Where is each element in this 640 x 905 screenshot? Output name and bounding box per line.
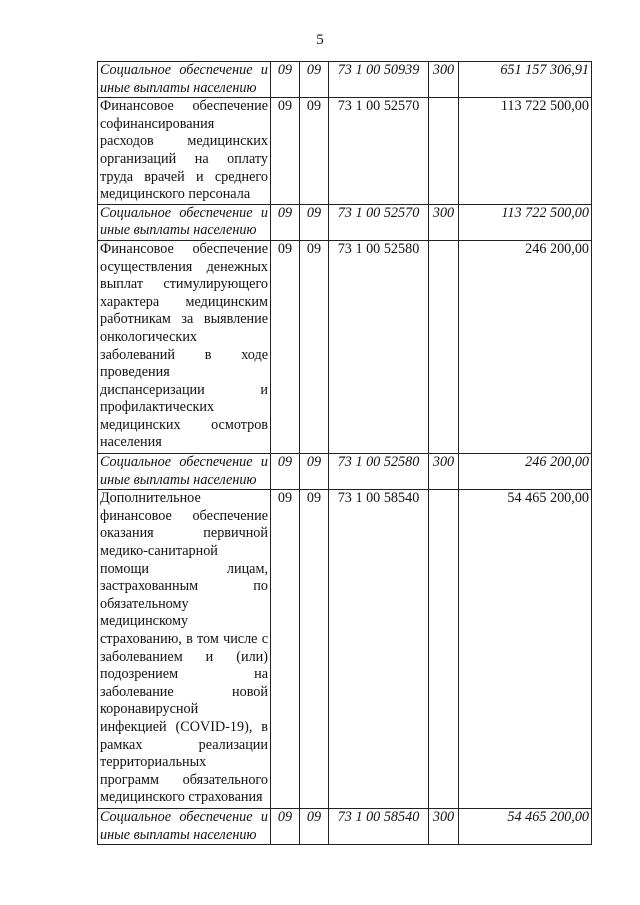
row-name: Социальное обеспечение и иные выплаты населению (98, 808, 271, 844)
page-number: 5 (316, 32, 324, 48)
expense-type-code: 300 (429, 808, 459, 844)
table-row (98, 240, 592, 453)
amount: 246 200,00 (459, 454, 592, 490)
target-article-code: 73 1 00 58540 (329, 490, 429, 809)
table-row (98, 204, 592, 240)
subsection-code: 09 (300, 98, 329, 205)
row-name: Финансовое обеспечение софинансирования расходов медицинских организаций на оплату труда врачей и среднего медицинского персонала (98, 98, 271, 205)
amount: 54 465 200,00 (459, 808, 592, 844)
amount: 54 465 200,00 (459, 490, 592, 809)
amount: 113 722 500,00 (459, 204, 592, 240)
subsection-code: 09 (300, 62, 329, 98)
subsection-code: 09 (300, 490, 329, 809)
row-name: Социальное обеспечение и иные выплаты населению (98, 204, 271, 240)
expense-type-code: 300 (429, 454, 459, 490)
target-article-code: 73 1 00 52580 (329, 240, 429, 453)
target-article-code: 73 1 00 52570 (329, 204, 429, 240)
subsection-code: 09 (300, 454, 329, 490)
row-name: Финансовое обеспечение осуществления денежных выплат стимулирующего характера медицинским работникам за выявление онкологических заболеваний в ходе проведения диспансеризации и профилактических медицинских осмотров населения (98, 240, 271, 453)
section-code: 09 (271, 808, 300, 844)
target-article-code: 73 1 00 50939 (329, 62, 429, 98)
subsection-code: 09 (300, 240, 329, 453)
subsection-code: 09 (300, 808, 329, 844)
row-name: Дополнительное финансовое обеспечение оказания первичной медико-санитарной помощи лицам, застрахованным по обязательному медицинскому страхованию, в том числе с заболеванием и (или) подозрением на заболевание новой коронавирусной инфекцией (COVID-19), в рамках реализации территориальных программ обязательного медицинского страхования (98, 490, 271, 809)
table-row (98, 490, 592, 809)
target-article-code: 73 1 00 58540 (329, 808, 429, 844)
target-article-code: 73 1 00 52580 (329, 454, 429, 490)
section-code: 09 (271, 454, 300, 490)
amount: 113 722 500,00 (459, 98, 592, 205)
section-code: 09 (271, 62, 300, 98)
expense-type-code: 300 (429, 62, 459, 98)
amount: 651 157 306,91 (459, 62, 592, 98)
expense-type-code: 300 (429, 204, 459, 240)
table-row (98, 62, 592, 98)
section-code: 09 (271, 204, 300, 240)
section-code: 09 (271, 240, 300, 453)
table-row (98, 808, 592, 844)
budget-table (97, 61, 592, 845)
expense-type-code (429, 240, 459, 453)
row-name: Социальное обеспечение и иные выплаты населению (98, 454, 271, 490)
subsection-code: 09 (300, 204, 329, 240)
expense-type-code (429, 490, 459, 809)
table-row (98, 98, 592, 205)
row-name: Социальное обеспечение и иные выплаты населению (98, 62, 271, 98)
table-row (98, 454, 592, 490)
target-article-code: 73 1 00 52570 (329, 98, 429, 205)
section-code: 09 (271, 98, 300, 205)
section-code: 09 (271, 490, 300, 809)
expense-type-code (429, 98, 459, 205)
amount: 246 200,00 (459, 240, 592, 453)
